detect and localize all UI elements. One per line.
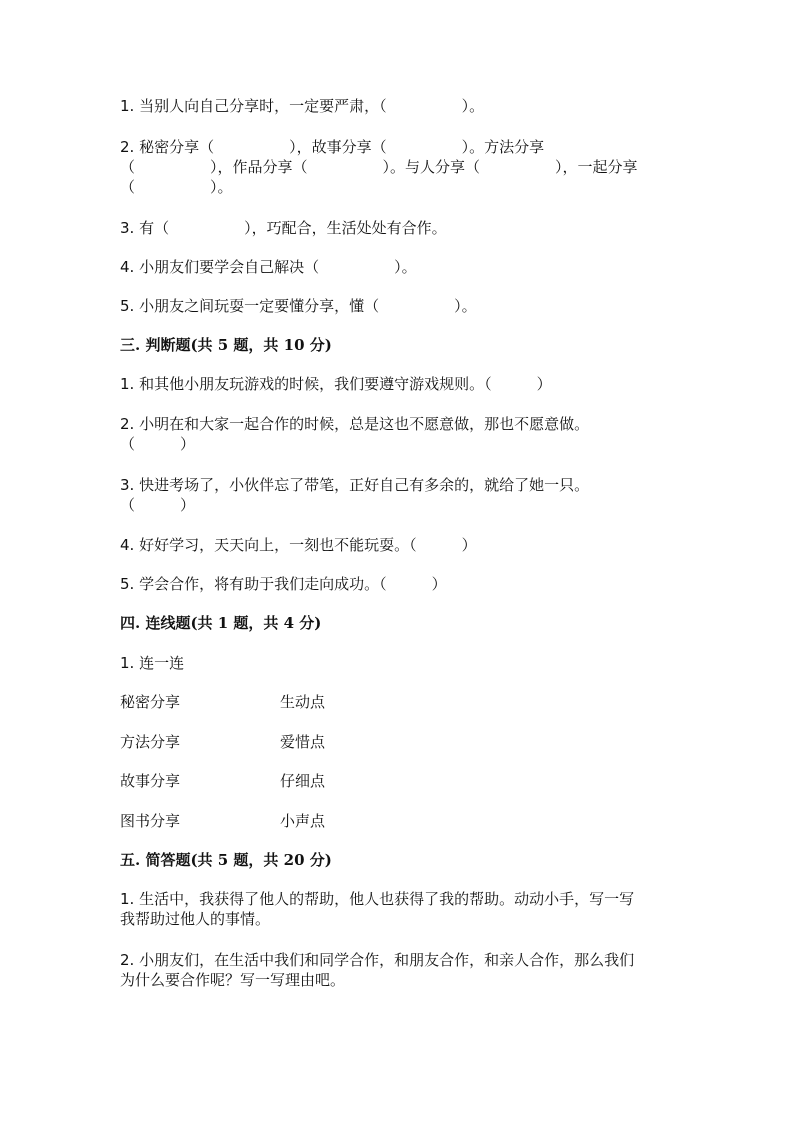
fill-question-3: 3. 有（ ），巧配合，生活处处有合作。 [120, 219, 447, 237]
match-left-item: 故事分享 [120, 772, 181, 790]
judge-question-3-line-2: （ ） [120, 496, 196, 514]
section-heading-match: 四. 连线题(共 1 题，共 4 分) [120, 614, 322, 632]
fill-question-1: 1. 当别人向自己分享时，一定要严肃，（ ）。 [120, 97, 485, 115]
match-left-item: 秘密分享 [120, 693, 181, 711]
match-left-item: 图书分享 [120, 812, 181, 830]
match-right-item: 仔细点 [280, 772, 326, 790]
fill-question-2-line-3: （ ）。 [120, 178, 233, 196]
fill-question-2-line-1: 2. 秘密分享（ ），故事分享（ ）。方法分享 [120, 138, 545, 156]
judge-question-2-line-2: （ ） [120, 435, 196, 453]
short-question-2-line-2: 为什么要合作呢？写一写理由吧。 [120, 971, 346, 989]
match-right-item: 生动点 [280, 693, 326, 711]
fill-question-2-line-2: （ ），作品分享（ ）。与人分享（ ），一起分享 [120, 158, 638, 176]
fill-question-5: 5. 小朋友之间玩耍一定要懂分享，懂（ ）。 [120, 297, 477, 315]
short-question-1-line-1: 1. 生活中，我获得了他人的帮助，他人也获得了我的帮助。动动小手，写一写 [120, 890, 635, 908]
short-question-2-line-1: 2. 小朋友们，在生活中我们和同学合作，和朋友合作，和亲人合作，那么我们 [120, 951, 635, 969]
judge-question-2-line-1: 2. 小明在和大家一起合作的时候，总是这也不愿意做，那也不愿意做。 [120, 415, 590, 433]
judge-question-5: 5. 学会合作，将有助于我们走向成功。（ ） [120, 575, 447, 593]
fill-question-4: 4. 小朋友们要学会自己解决（ ）。 [120, 258, 417, 276]
short-question-1-line-2: 我帮助过他人的事情。 [120, 910, 271, 928]
judge-question-4: 4. 好好学习，天天向上，一刻也不能玩耍。（ ） [120, 536, 477, 554]
judge-question-1: 1. 和其他小朋友玩游戏的时候，我们要遵守游戏规则。（ ） [120, 375, 552, 393]
match-left-item: 方法分享 [120, 733, 181, 751]
judge-question-3-line-1: 3. 快进考场了，小伙伴忘了带笔，正好自己有多余的，就给了她一只。 [120, 476, 590, 494]
match-right-item: 爱惜点 [280, 733, 326, 751]
match-prompt: 1. 连一连 [120, 654, 185, 672]
section-heading-short-answer: 五. 简答题(共 5 题，共 20 分) [120, 851, 332, 869]
match-right-item: 小声点 [280, 812, 326, 830]
section-heading-judge: 三. 判断题(共 5 题，共 10 分) [120, 336, 332, 354]
